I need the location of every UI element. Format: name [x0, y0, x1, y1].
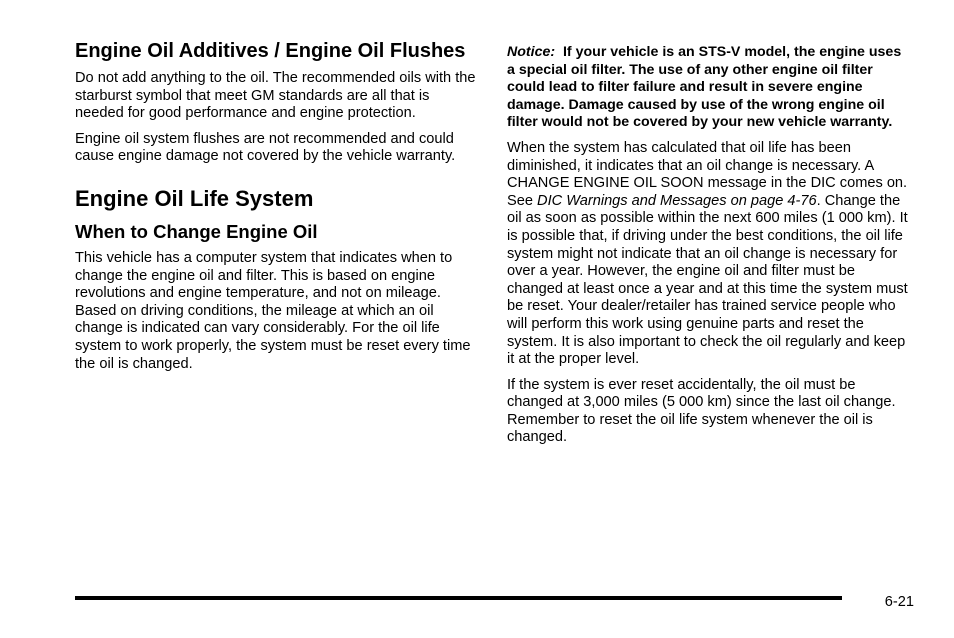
notice-label: Notice:	[507, 44, 556, 60]
paragraph-accidental-reset: If the system is ever reset accidentally, the oil must be changed at 3,000 miles (5 000 km) since the last oil change. Remember to reset the oil life system whenever the oil is changed.	[507, 376, 896, 446]
footer-rule	[75, 596, 842, 600]
heading-oil-additives: Engine Oil Additives / Engine Oil Flushes	[75, 40, 466, 62]
cross-reference-link[interactable]: DIC Warnings and Messages on page 4-76	[537, 192, 817, 209]
right-column	[507, 40, 912, 455]
heading-oil-life-system: Engine Oil Life System	[75, 185, 314, 211]
paragraph-computer-system: This vehicle has a computer system that indicates when to change the engine oil and filter. This is based on engine revolutions and engine temperature, and not on mileage. Based on driving conditions, the mileage at which an oil change is indicated can vary considerably. For the oil life system to work properly, the system must be reset every time the oil is changed.	[75, 249, 471, 372]
left-column	[75, 40, 480, 381]
calc-text-start: When the system has calculated that oil life has been diminished, it indicates that an oil change is necessary. A CHANGE ENGINE OIL SOON message in the DIC comes on. See	[507, 139, 908, 209]
page-number: 6-21	[884, 594, 914, 610]
heading-when-to-change: When to Change Engine Oil	[75, 220, 318, 242]
notice-text: If your vehicle is an STS-V model, the engine uses a special oil filter. The use of any other engine oil filter could lead to filter failure and result in severe engine damage. Damage caused by use of the wrong engine oil filter would not be covered by your new vehicle warranty.	[507, 44, 902, 131]
notice-block	[507, 44, 912, 132]
paragraph-flushes-warning: Engine oil system flushes are not recommended and could cause engine damage not covered by the vehicle warranty.	[75, 130, 456, 165]
paragraph-additives-recommendation: Do not add anything to the oil. The recommended oils with the starburst symbol that meet GM standards are all that is needed for good performance and engine protection.	[75, 70, 476, 122]
calc-text-end: . Change the oil as soon as possible within the next 600 miles (1 000 km). It is possible that, if driving under the best conditions, the oil life system might not indicate that an oil change is necessary for over a year. However, the engine oil and filter must be changed at least once a year and at this time the system must be reset. Your dealer/retailer has trained service people who will perform this work using genuine parts and reset the system. It is also important to check the oil regularly and keep it at the proper level.	[507, 192, 908, 368]
paragraph-oil-life-diminished	[507, 140, 912, 369]
